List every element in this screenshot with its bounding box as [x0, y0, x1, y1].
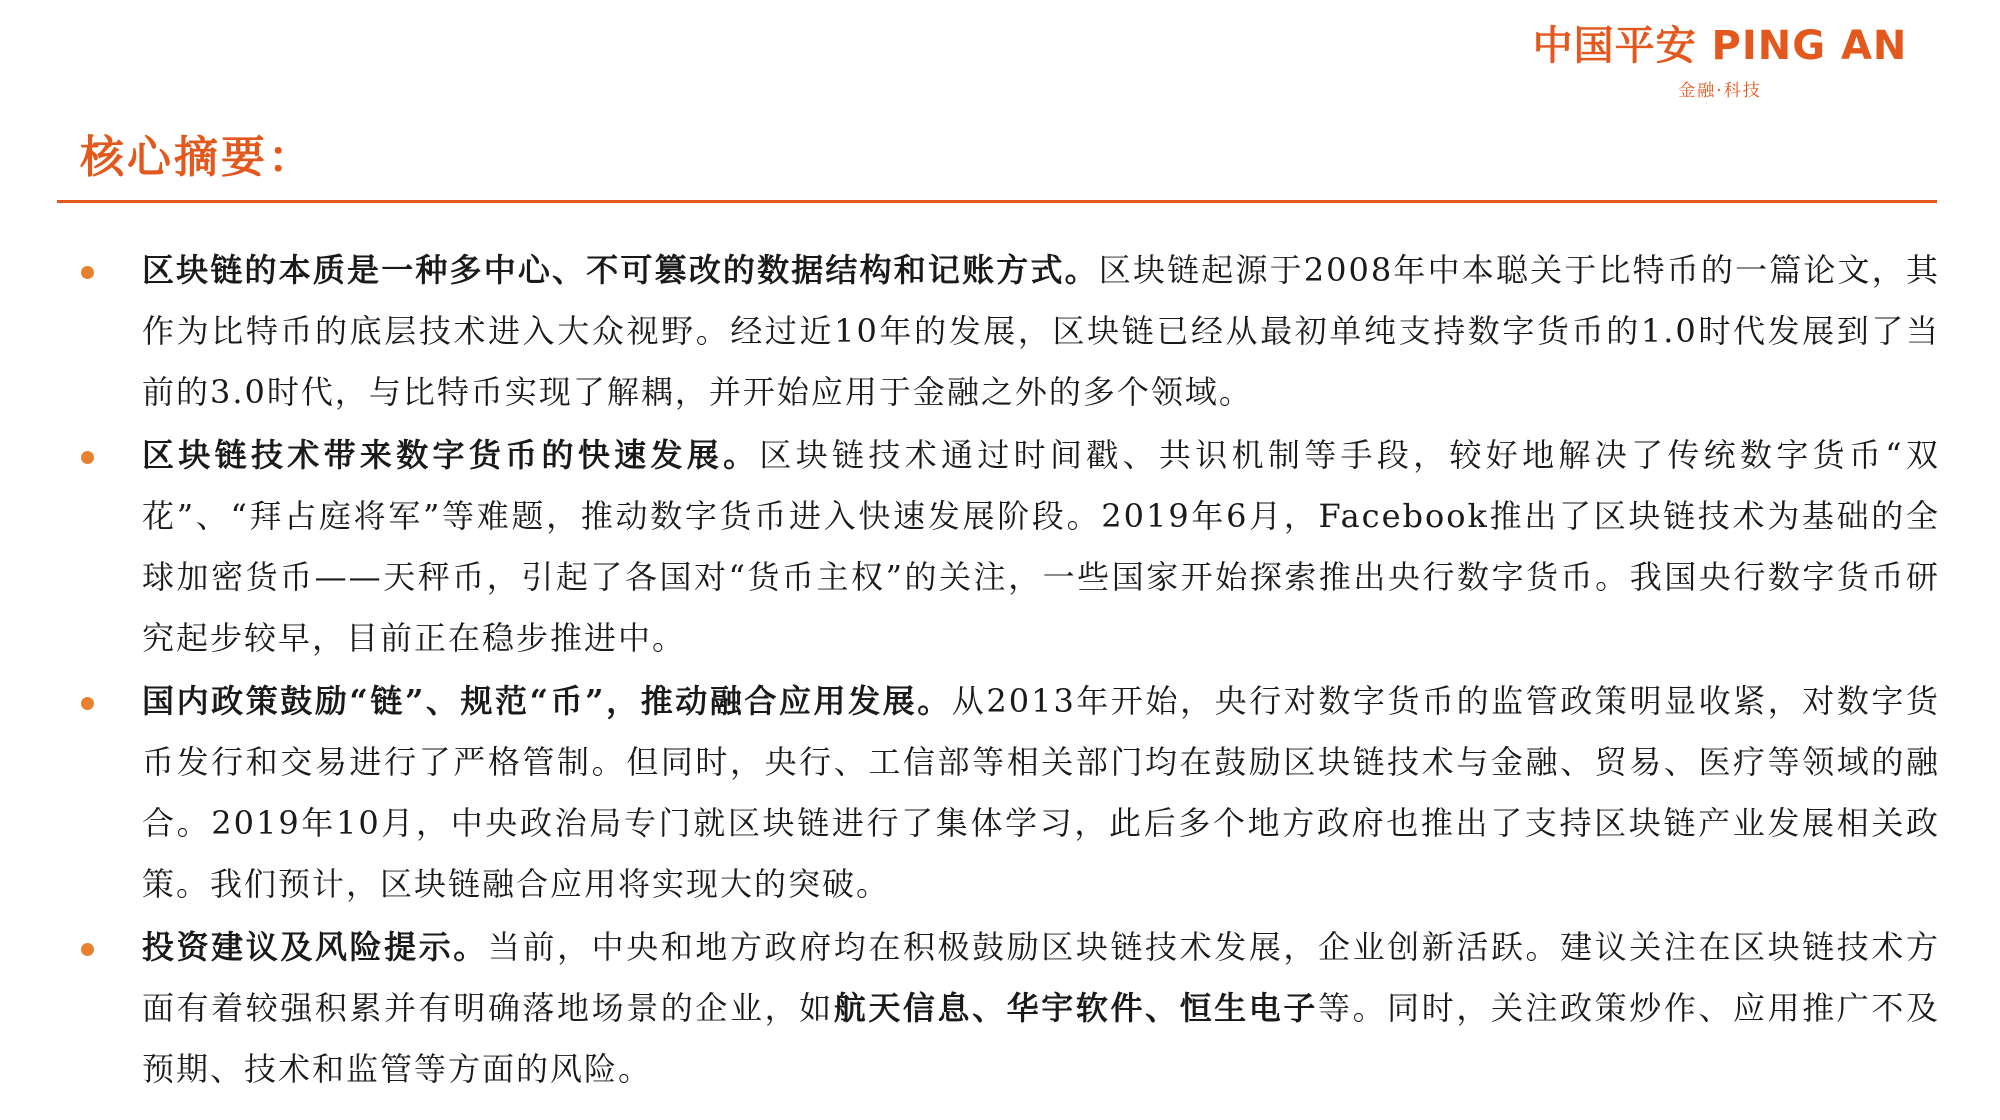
summary-item-policy: [80, 671, 1940, 915]
logo-wordmark: 中国平安 PING AN: [1532, 23, 1908, 69]
bullet-dot-icon: [81, 451, 94, 464]
recommended-companies: 航天信息、华宇软件、恒生电子: [833, 989, 1318, 1027]
summary-item-body: 从2013年开始，央行对数字货币的监管政策明显收紧，对数字货币发行和交易进行了严格管制。但同时，央行、工信部等相关部门均在鼓励区块链技术与金融、贸易、医疗等领域的融合。2019年10月，中央政治局专门就区块链进行了集体学习，此后多个地方政府也推出了支持区块链产业发展相关政策。我们预计，区块链融合应用将实现大的突破。: [142, 682, 1940, 903]
summary-item-blockchain-essence: [80, 240, 1940, 423]
logo-tagline: 金融·科技: [1678, 81, 1762, 101]
summary-item-body: 当前，中央和地方政府均在积极鼓励区块链技术发展，企业创新活跃。建议关注在区块链技术方面有着较强积累并有明确落地场景的企业，如: [142, 928, 1940, 1027]
summary-item-lead: 投资建议及风险提示。: [142, 928, 488, 966]
bullet-dot-icon: [81, 697, 94, 710]
bullet-dot-icon: [81, 266, 94, 279]
summary-item-lead: 国内政策鼓励“链”、规范“币”，推动融合应用发展。: [142, 682, 952, 720]
summary-item-digital-currency: [80, 425, 1940, 669]
summary-item-body: 区块链技术通过时间戳、共识机制等手段，较好地解决了传统数字货币“双花”、“拜占庭将军”等难题，推动数字货币进入快速发展阶段。2019年6月，Facebook推出了区块链技术为基础的全球加密货币——天秤币，引起了各国对“货币主权”的关注，一些国家开始探索推出央行数字货币。我国央行数字货币研究起步较早，目前正在稳步推进中。: [142, 436, 1940, 657]
summary-item-investment: [80, 917, 1940, 1100]
summary-item-body: 区块链起源于2008年中本聪关于比特币的一篇论文，其作为比特币的底层技术进入大众视野。经过近10年的发展，区块链已经从最初单纯支持数字货币的1.0时代发展到了当前的3.0时代，与比特币实现了解耦，并开始应用于金融之外的多个领域。: [142, 251, 1940, 411]
summary-item-lead: 区块链技术带来数字货币的快速发展。: [142, 436, 760, 474]
pingan-logo: [1520, 22, 1920, 101]
summary-content: [80, 240, 1940, 1100]
summary-item-lead: 区块链的本质是一种多中心、不可篡改的数据结构和记账方式。: [142, 251, 1099, 289]
bullet-dot-icon: [81, 943, 94, 956]
page-title: 核心摘要：: [80, 132, 315, 183]
title-divider: [57, 200, 1937, 203]
summary-item-body-end: 等。同时，关注政策炒作、应用推广不及预期、技术和监管等方面的风险。: [142, 989, 1940, 1088]
